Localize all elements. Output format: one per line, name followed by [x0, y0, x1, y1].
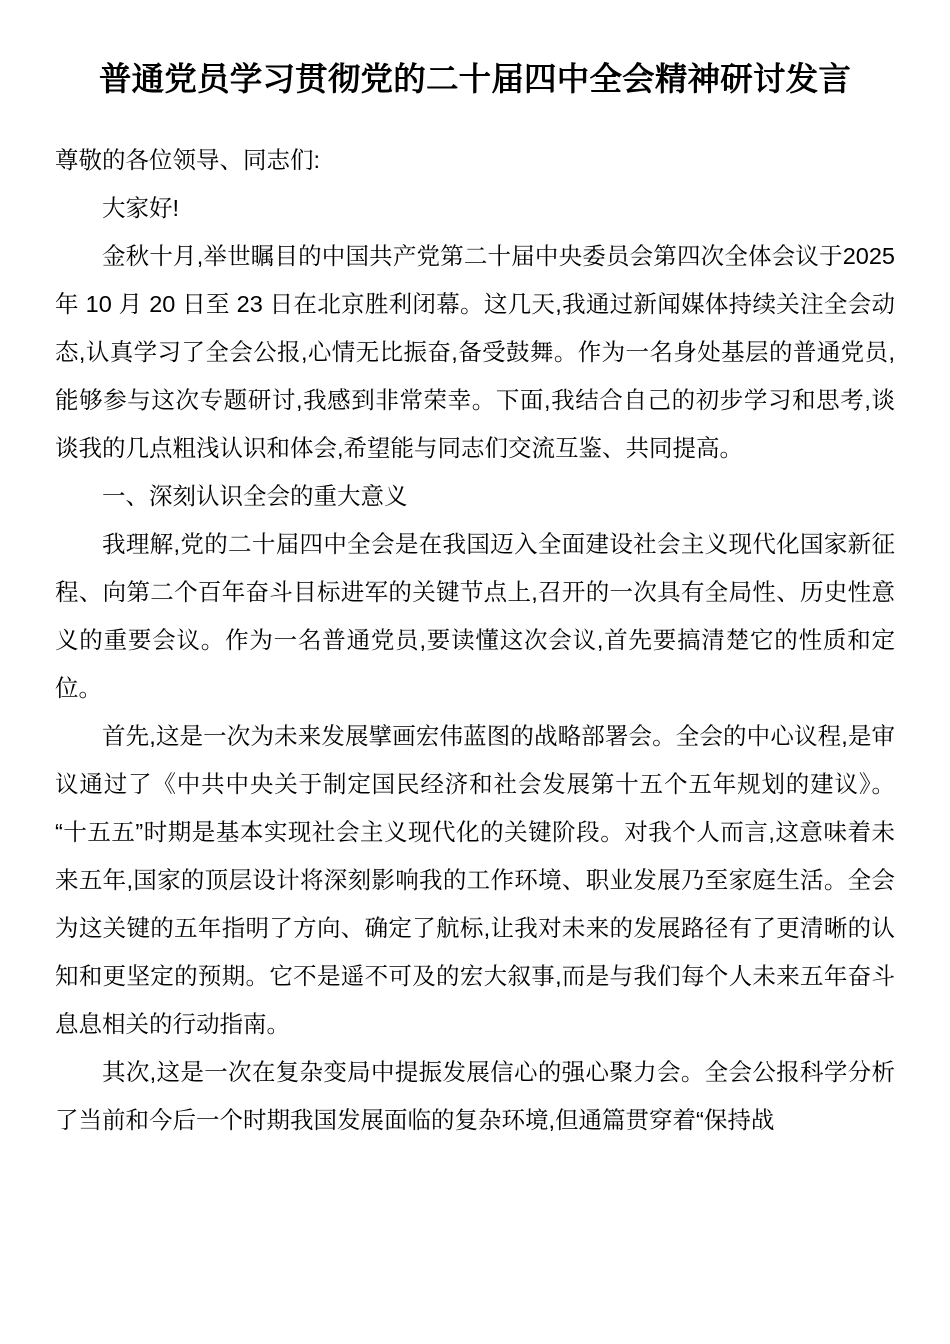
document-body	[0, 136, 950, 1144]
page-title: 普通党员学习贯彻党的二十届四中全会精神研讨发言	[98, 61, 852, 97]
section-heading-1: 一、深刻认识全会的重大意义	[102, 482, 408, 509]
paragraph-section1-2: 首先,这是一次为未来发展擘画宏伟蓝图的战略部署会。全会的中心议程,是审议通过了《中共中央关于制定国民经济和社会发展第十五个五年规划的建议》。“十五五”时期是基本实现社会主义现代化的关键阶段。对我个人而言,这意味着未来五年,国家的顶层设计将深刻影响我的工作环境、职业发展乃至家庭生活。全会为这关键的五年指明了方向、确定了航标,让我对未来的发展路径有了更清晰的认知和更坚定的预期。它不是遥不可及的宏大叙事,而是与我们每个人未来五年奋斗息息相关的行动指南。	[55, 722, 895, 1037]
paragraph-section1-3: 其次,这是一次在复杂变局中提振发展信心的强心聚力会。全会公报科学分析了当前和今后一个时期我国发展面临的复杂环境,但通篇贯穿着“保持战	[55, 1058, 895, 1133]
paragraph-section1-1: 我理解,党的二十届四中全会是在我国迈入全面建设社会主义现代化国家新征程、向第二个百年奋斗目标进军的关键节点上,召开的一次具有全局性、历史性意义的重要会议。作为一名普通党员,要读懂这次会议,首先要搞清楚它的性质和定位。	[55, 530, 895, 701]
paragraph-salutation: 尊敬的各位领导、同志们:	[55, 146, 321, 173]
paragraph-opening: 金秋十月,举世瞩目的中国共产党第二十届中央委员会第四次全体会议于2025 年 10 月 20 日至 23 日在北京胜利闭幕。这几天,我通过新闻媒体持续关注全会动态,认真学习了全会公报,心情无比振奋,备受鼓舞。作为一名身处基层的普通党员,能够参与这次专题研讨,我感到非常荣幸。下面,我结合自己的初步学习和思考,谈谈我的几点粗浅认识和体会,希望能与同志们交流互鉴、共同提高。	[55, 242, 895, 461]
paragraph-greeting: 大家好!	[102, 194, 180, 221]
